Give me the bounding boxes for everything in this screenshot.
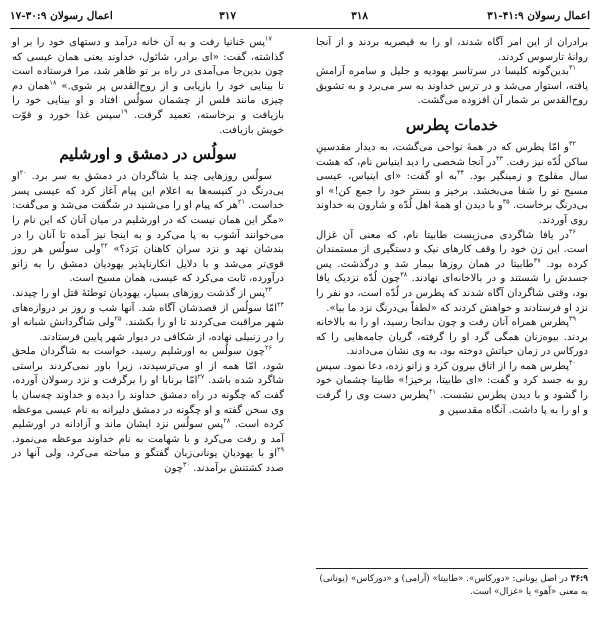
verse-number: ۲۵ — [114, 314, 122, 323]
footnote-rule — [316, 568, 588, 569]
paragraph-text: و با دیدن او همهٔ اهل لُدّه و شارون به خداوند روی آوردند. — [316, 200, 588, 226]
footnote-text: در اصل یونانی: «دورکاس». «طابیتا» (آرامی) و «دورکاس» (یونانی) به معنی «آهو» یا «غزال» است. — [319, 574, 588, 597]
right-page-number: ۳۱۸ — [351, 10, 368, 22]
left-column — [12, 36, 284, 477]
verse-number: ۱۷ — [265, 34, 272, 43]
paragraph-text: پطرس همه را از اتاق بیرون کرد و زانو زده، دعا نمود. سپس رو به جسد کرد و گفت: «ای طابیتا، برخیز!» طابیتا چشمان خود را گشود و با دیدن پطرس نشست. — [316, 360, 588, 402]
verse-number: ۲۳ — [265, 285, 272, 294]
verse-number: ۲۹ — [277, 446, 284, 455]
paragraph-text: برادران از این امر آگاه شدند، او را به قیصریه بردند و از آنجا روانهٔ تارسوس کردند. — [316, 37, 588, 63]
verse-number: ۲۲ — [100, 241, 108, 250]
paragraph-text: پطرس دست وی را گرفت و او را به پا داشت. آنگاه مقدسین و — [316, 390, 588, 416]
paragraph-text: امّا برنابا او را برگرفت و نزد رسولان آورده، گفت که چگونه در راه دمشق خداوند را دیده و خداوند چه‌سان با وی سخن گفته و او چگونه در دمشق دلیرانه به نام عیسی موعظه کرده است. — [12, 375, 284, 431]
paragraph-text: پس حَنانیا رفت و به آن خانه درآمد و دستهای خود را بر او گذاشته، گفت: «ای برادر، شائول، خداوند یعنی همان عیسی که چون بدین‌جا می‌آمدی در راه بر تو ظاهر شد، مرا فرستاده است تا بینایی خود را بازیابی و از روح‌القدس پر شوی.» — [12, 37, 284, 92]
left-running-title: اعمال رسولان ۹:‏۱۷-۳۰ — [10, 10, 113, 22]
paragraph — [316, 229, 588, 317]
paragraph-text: پس سولُس نزد ایشان ماند و آزادانه در اورشلیم آمد و رفت می‌کرد و با شهامت به نام خداوند موعظه می‌نمود. — [12, 419, 284, 445]
verse-number: ۳۱ — [569, 63, 576, 72]
paragraph-text: امّا سولُس از قصدشان آگاه شد. آنها شب و روز بر دروازه‌های شهر مراقبت می‌کردند تا او را بکشند. — [12, 302, 284, 329]
section-heading: خدمات پطرس — [405, 115, 499, 134]
paragraph-text: هر که پیام او را می‌شنید در شگفت می‌شد و می‌گفت: «مگر این همان نیست که در اورشلیم در میان آنان که این نام را می‌خوانند آشوب به پا می‌کرد و به اینجا نیز آمده تا ‌آنان را در بندشان نهد و نزد سران کاهنان بَرَد؟» — [12, 200, 284, 256]
paragraph-text: چون سولُس به اورشلیم رسید، خواست به شاگردان ملحق شود، امّا همه از او می‌ترسیدند، زیرا باور نمی‌کردند براستی شاگرد شده باشد. — [12, 346, 285, 387]
verse-number: ۳۸ — [400, 270, 408, 279]
paragraph-text: در یافا شاگردی می‌زیست طابیتا نام، که معنی آن غزال است. این زن خود را وقف کارهای نیک و دستگیری از مستمندان کرده بود. — [316, 229, 588, 270]
paragraph-text: و امّا پطرس که در همهٔ نواحی می‌گشت، به دیدار مقدسینِ ساکن لُدّه نیز رفت. — [316, 141, 588, 168]
verse-number: ۳۹ — [569, 314, 576, 323]
paragraph — [316, 141, 588, 229]
paragraph — [12, 287, 284, 345]
paragraph — [12, 36, 284, 138]
page-header — [10, 6, 590, 28]
paragraph-text: طابیتا در همان روزها بیمار شد و درگذشت. پس جسدش را شستند و در بالاخانه‌ای نهادند. — [316, 258, 588, 285]
right-column — [316, 36, 588, 418]
verse-number: ۲۷ — [197, 373, 205, 382]
paragraph — [316, 360, 588, 418]
header-rule — [10, 28, 590, 29]
paragraph-text: ولی سولُس هر روز قوی‌تر می‌شد و با دلایل انکارناپذیر یهودیان دمشق را به زانو درآورده، ثابت می‌کرد که عیسی، همان مسیح است. — [12, 244, 284, 285]
verse-number: ۳۳ — [496, 154, 504, 163]
paragraph — [316, 36, 588, 65]
verse-number: ۲۰ — [19, 168, 27, 177]
right-running-title: اعمال رسولان ۹:‏۳۱-۴۱ — [487, 10, 590, 22]
paragraph-text: پس از گذشت روزهای بسیار، یهودیان توطئهٔ قتل او را چیدند. — [12, 287, 266, 299]
verse-number: ۲۱ — [237, 197, 245, 206]
verse-number: ۲۶ — [265, 343, 272, 352]
paragraph-text: به او گفت: «ای اینیاس، عیسی مسیح تو را شفا می‌بخشد. برخیز و بستر خود را جمع کن!» او بی‌درنگ برخاست. — [316, 171, 589, 212]
verse-number: ۳۴ — [457, 168, 465, 177]
footnote-reference: ۹:‏۳۶ — [570, 574, 588, 584]
paragraph-text: چون — [164, 463, 184, 475]
paragraph-text: او با یهودیانِ یونانی‌زبان گفتگو و مباحثه می‌کرد، ولی آنها در صدد کشتنش برآمدند. — [12, 448, 284, 475]
verse-number: ۴۱ — [428, 387, 436, 396]
verse-number: ۲۸ — [223, 416, 231, 425]
paragraph-text: سپس غذا خورد و قوّت خویش بازیافت. — [12, 109, 284, 136]
paragraph — [12, 170, 284, 287]
paragraph-text: ولی شاگردانش شبانه او را در زنبیلی نهاده، از شکافی در دیوار شهر پایین فرستادند. — [12, 317, 284, 343]
paragraph-text: او بی‌درنگ در کنیسه‌ها به اعلام این پیام آغاز کرد که عیسی پسر خداست. — [12, 171, 284, 212]
footnote — [316, 573, 588, 599]
paragraph-text: چون لُدّه نزدیک یافا بود، وقتی شاگردان آگاه شدند که پطرس در لُدّه است، دو نفر را نزد او فرستادند و خواهش کردند که «لطفاً بی‌درنگ نزد ما بیا». — [316, 273, 588, 314]
paragraph-text: در آنجا شخصی را دید اینیاس نام، که هشت سال مفلوج و زمینگیر بود. — [316, 156, 588, 183]
verse-number: ۱۹ — [120, 107, 128, 116]
verse-number: ۳۰ — [183, 460, 191, 469]
paragraph-text: سولُس روزهایی چند با شاگردان در دمشق به سر برد. — [26, 171, 272, 183]
section-heading: سولُس در دمشق و اورشلیم — [59, 145, 237, 164]
paragraph — [316, 316, 588, 360]
paragraph-text: پطرس همراه آنان رفت و چون بدانجا رسید، او را به بالاخانه بردند. بیوه‌زنان همگی گرد او را گرفته، گریان جامه‌هایی را که دورکاس در زمان حیاتش دوخته بود، به وی نشان می‌دادند. — [316, 317, 588, 358]
paragraph-text: بدین‌گونه کلیسا در سرتاسر یهودیه و جلیل و سامره آرامش یافته، استوار می‌شد و در ترس خداوند به سر می‌برد و به تشویق روح‌القدس بر شمار آن افزوده می‌گشت. — [316, 66, 588, 107]
paragraph-text: همان دم چیزی مانند فلس از چشمان سولُس افتاد و او بینایی خود را بازیافت و برخاسته، تعمید گرفت. — [12, 80, 285, 121]
verse-number: ۲۴ — [277, 300, 284, 309]
verse-number: ۳۲ — [569, 139, 576, 148]
verse-number: ۱۸ — [49, 78, 57, 87]
verse-number: ۳۶ — [569, 227, 576, 236]
left-page-number: ۳۱۷ — [219, 10, 236, 22]
paragraph — [12, 345, 284, 476]
paragraph — [316, 65, 588, 109]
verse-number: ۴۰ — [569, 358, 576, 367]
verse-number: ۳۷ — [533, 256, 541, 265]
verse-number: ۳۵ — [502, 197, 510, 206]
